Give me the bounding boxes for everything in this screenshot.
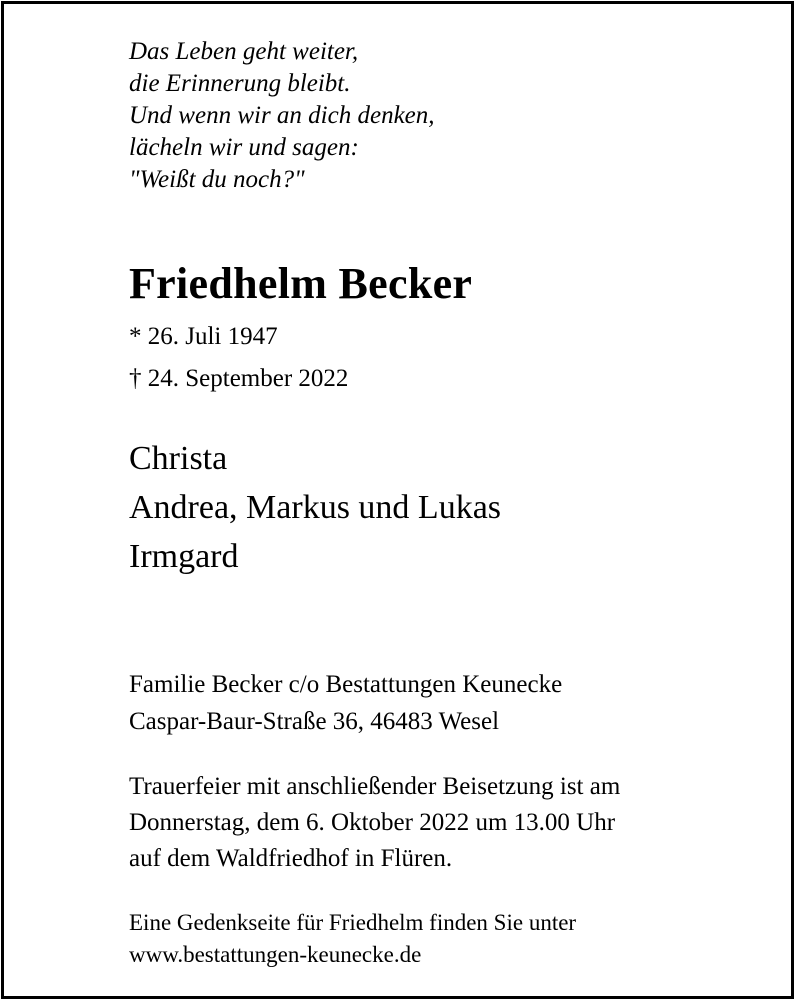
family-address [129, 666, 771, 740]
birth-date: * 26. Juli 1947 [129, 323, 278, 350]
poem-line: Und wenn wir an dich denken, [129, 102, 435, 129]
poem-line: lächeln wir und sagen: [129, 134, 359, 161]
mourners-list [129, 434, 771, 581]
memorial-url: www.bestattungen-keunecke.de [129, 942, 422, 967]
mourner-name: Irmgard [129, 538, 239, 575]
mourner-name: Christa [129, 440, 228, 477]
poem-line: Das Leben geht weiter, [129, 38, 359, 65]
address-line: Caspar-Baur-Straße 36, 46483 Wesel [129, 708, 500, 735]
death-date: † 24. September 2022 [129, 365, 349, 392]
funeral-ceremony-info [129, 769, 771, 877]
memorial-page-info [129, 907, 771, 971]
memorial-text: Eine Gedenkseite für Friedhelm finden Sie unter [129, 910, 577, 935]
deceased-name: Friedhelm Becker [129, 259, 473, 308]
address-line: Familie Becker c/o Bestattungen Keunecke [129, 671, 563, 698]
poem-line: die Erinnerung bleibt. [129, 70, 351, 97]
ceremony-line: Trauerfeier mit anschließender Beisetzung ist am [129, 773, 621, 800]
poem-line: "Weißt du noch?" [129, 166, 305, 193]
mourner-name: Andrea, Markus und Lukas [129, 489, 502, 526]
life-dates [129, 316, 771, 400]
ceremony-line: auf dem Waldfriedhof in Flüren. [129, 845, 453, 872]
ceremony-line: Donnerstag, dem 6. Oktober 2022 um 13.00 Uhr [129, 809, 616, 836]
memorial-poem [129, 36, 771, 196]
obituary-notice [1, 1, 794, 999]
